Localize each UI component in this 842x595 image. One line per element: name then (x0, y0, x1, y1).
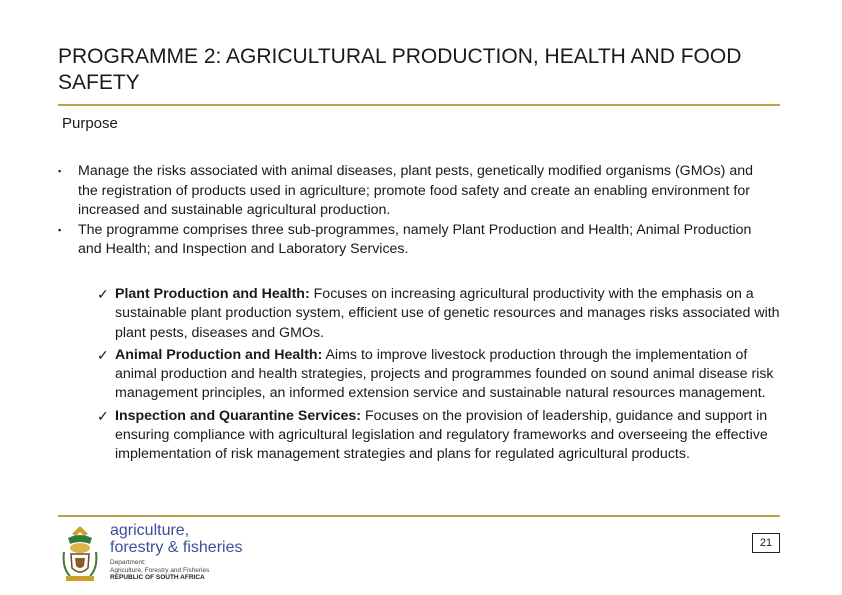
country-name: REPUBLIC OF SOUTH AFRICA (110, 574, 205, 581)
department-label: Department: (110, 559, 146, 566)
department-logo (58, 522, 248, 586)
department-text (110, 559, 209, 582)
list-item (58, 162, 773, 221)
bullet-text: Manage the risks associated with animal diseases, plant pests, genetically modified organisms (GMOs) and the registration of products used in agriculture; promote food safety and create an enabling environment for increased and sustainable agricultural production. (78, 163, 754, 218)
brand-line-1: agriculture, (110, 522, 190, 539)
brand-name (110, 522, 242, 556)
subprogramme-name: Animal Production and Health: (115, 346, 323, 363)
purpose-heading: Purpose (62, 115, 118, 132)
square-bullet-icon: ▪ (58, 224, 62, 235)
check-mark-icon: ✓ (97, 286, 109, 302)
page-title: PROGRAMME 2: AGRICULTURAL PRODUCTION, HEALTH AND FOOD SAFETY (58, 45, 742, 94)
department-name: Agriculture, Forestry and Fisheries (110, 566, 210, 574)
subprogramme-description: Focuses on increasing agricultural productivity with the emphasis on a sustainable plant production system, efficient use of genetic resources and manages risks associated with plant pests, diseases and GMOs. (115, 286, 780, 341)
subprogramme-item (97, 407, 787, 465)
footer-divider (58, 515, 780, 517)
subprogramme-item (97, 285, 787, 343)
subprogramme-name: Plant Production and Health: (115, 286, 310, 302)
title-divider (58, 104, 780, 106)
subprogramme-description: Aims to improve livestock production through the implementation of animal production and health strategies, projects and programmes founded on sound animal disease risk management principles, an informed extension service and sustainable natural resources management. (115, 346, 774, 402)
subprogramme-description: Focuses on the provision of leadership, guidance and support in ensuring compliance with agricultural legislation and regulatory frameworks and overseeing the effective implementation of risk management strategies and plans for regulated agricultural products. (115, 407, 768, 463)
purpose-bullet-list (58, 162, 773, 260)
coat-of-arms-icon (58, 524, 102, 584)
subprogramme-list (97, 285, 787, 468)
list-item (58, 221, 773, 260)
page-number: 21 (752, 533, 780, 553)
check-mark-icon: ✓ (97, 407, 109, 424)
subprogramme-item (97, 346, 787, 404)
brand-line-2: forestry & fisheries (110, 539, 243, 556)
check-mark-icon: ✓ (97, 346, 109, 363)
bullet-text: The programme comprises three sub-programmes, namely Plant Production and Health; Animal Production and Health; and Inspection and Laboratory Services. (78, 221, 752, 257)
subprogramme-name: Inspection and Quarantine Services: (115, 407, 361, 424)
square-bullet-icon: ▪ (58, 166, 62, 176)
